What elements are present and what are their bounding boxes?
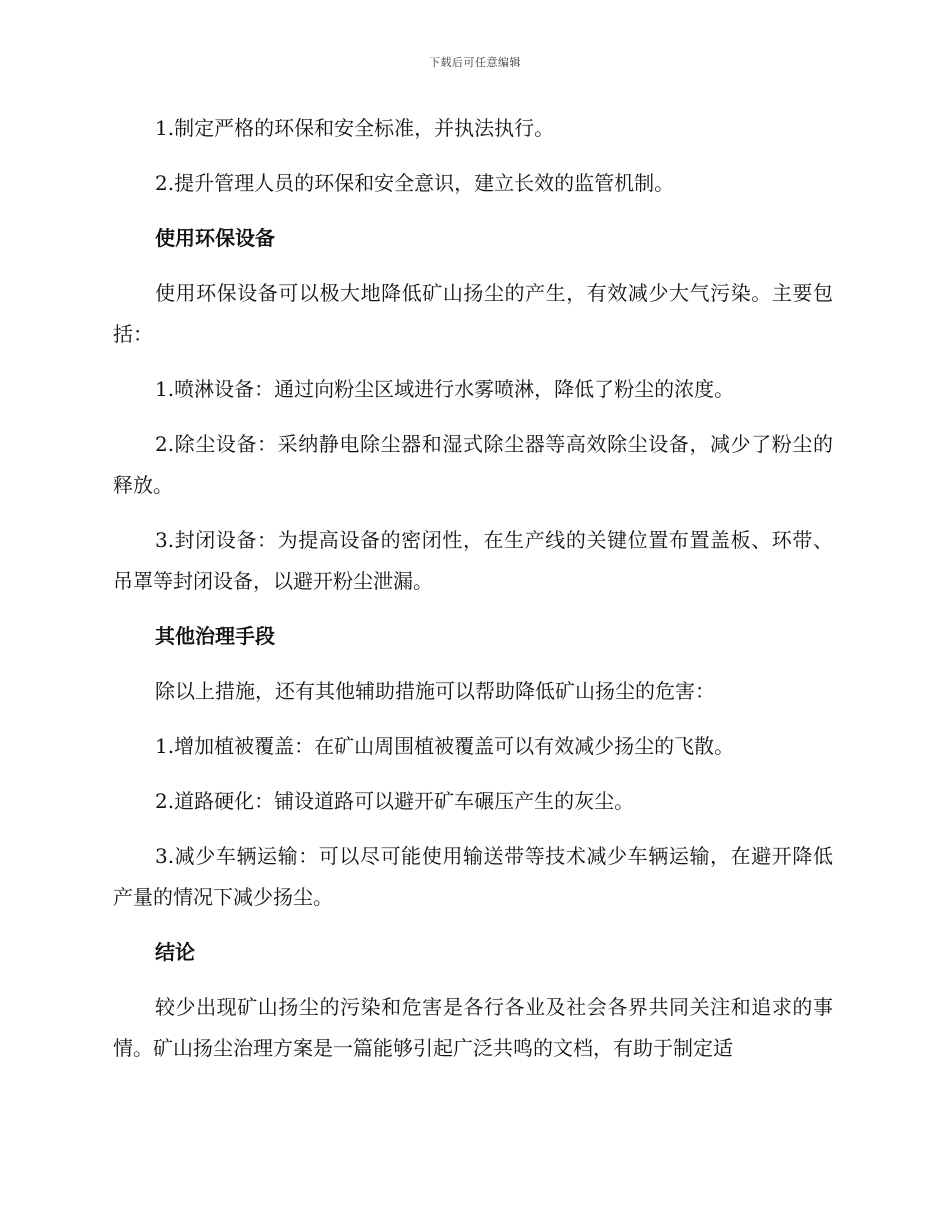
paragraph: 除以上措施，还有其他辅助措施可以帮助降低矿山扬尘的危害： xyxy=(155,679,715,703)
paragraph: 较少出现矿山扬尘的污染和危害是各行各业及社会各界共同关注和追求的事情。矿山扬尘治理方案是一篇能够引起广泛共鸣的文档，有助于制定适 xyxy=(113,995,833,1060)
paragraph: 2.道路硬化：铺设道路可以避开矿车碾压产生的灰尘。 xyxy=(155,789,635,813)
paragraph: 1.增加植被覆盖：在矿山周围植被覆盖可以有效减少扬尘的飞散。 xyxy=(155,734,735,758)
document-body xyxy=(113,108,833,1069)
paragraph: 1.制定严格的环保和安全标准，并执法执行。 xyxy=(155,116,555,140)
paragraph: 2.除尘设备：采纳静电除尘器和湿式除尘器等高效除尘设备，减少了粉尘的释放。 xyxy=(113,432,833,497)
paragraph: 3.封闭设备：为提高设备的密闭性，在生产线的关键位置布置盖板、环带、吊罩等封闭设备，以避开粉尘泄漏。 xyxy=(113,528,833,593)
paragraph: 2.提升管理人员的环保和安全意识，建立长效的监管机制。 xyxy=(155,171,675,195)
section-heading: 使用环保设备 xyxy=(155,226,275,250)
section-heading: 结论 xyxy=(155,940,195,964)
paragraph: 1.喷淋设备：通过向粉尘区域进行水雾喷淋，降低了粉尘的浓度。 xyxy=(155,377,735,401)
page-header: 下载后可任意编辑 xyxy=(429,56,521,69)
section-heading: 其他治理手段 xyxy=(155,624,275,648)
paragraph: 使用环保设备可以极大地降低矿山扬尘的产生，有效减少大气污染。主要包括： xyxy=(113,281,833,346)
paragraph: 3.减少车辆运输：可以尽可能使用输送带等技术减少车辆运输，在避开降低产量的情况下减少扬尘。 xyxy=(113,844,833,909)
